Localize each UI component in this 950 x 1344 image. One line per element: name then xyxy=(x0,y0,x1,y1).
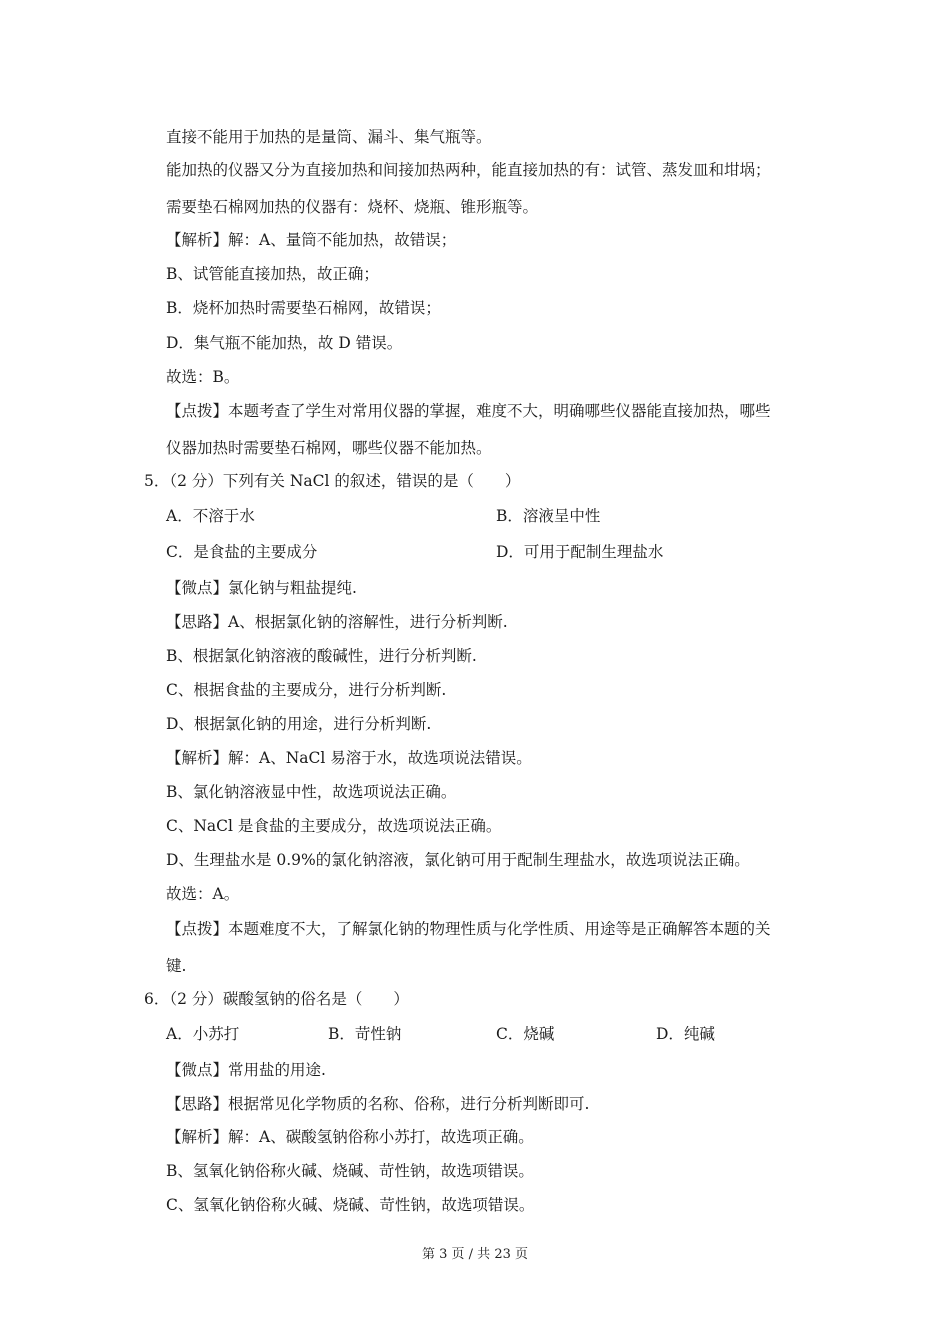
analysis-heading: 【解析】解：A、NaCl 易溶于水，故选项说法错误。 xyxy=(166,749,532,767)
text-line: D．集气瓶不能加热，故 D 错误。 xyxy=(166,334,403,352)
option-d: D．可用于配制生理盐水 xyxy=(496,543,664,561)
text-line: C、氢氧化钠俗称火碱、烧碱、苛性钠，故选项错误。 xyxy=(166,1196,535,1214)
text-line: C、NaCl 是食盐的主要成分，故选项说法正确。 xyxy=(166,817,502,835)
text-line: C、根据食盐的主要成分，进行分析判断. xyxy=(166,681,447,699)
idea-line: 【思路】根据常见化学物质的名称、俗称，进行分析判断即可. xyxy=(166,1095,590,1113)
option-c: C．是食盐的主要成分 xyxy=(166,543,318,561)
answer-line: 故选：B。 xyxy=(166,368,240,386)
question-6: 6．（2 分）碳酸氢钠的俗名是（ ） xyxy=(144,990,409,1008)
tip-line: 仪器加热时需要垫石棉网，哪些仪器不能加热。 xyxy=(166,439,492,457)
option-b: B．溶液呈中性 xyxy=(496,507,601,525)
text-line: B、根据氯化钠溶液的酸碱性，进行分析判断. xyxy=(166,647,477,665)
text-line: 直接不能用于加热的是量筒、漏斗、集气瓶等。 xyxy=(166,128,492,146)
text-line: B、氯化钠溶液显中性，故选项说法正确。 xyxy=(166,783,457,801)
text-line: B、氢氧化钠俗称火碱、烧碱、苛性钠，故选项错误。 xyxy=(166,1162,534,1180)
answer-line: 故选：A。 xyxy=(166,885,240,903)
point-line: 【微点】氯化钠与粗盐提纯. xyxy=(166,579,357,597)
option-b: B．苛性钠 xyxy=(328,1025,402,1043)
text-line: B、试管能直接加热，故正确； xyxy=(166,265,379,283)
point-line: 【微点】常用盐的用途. xyxy=(166,1061,326,1079)
text-line: B．烧杯加热时需要垫石棉网，故错误； xyxy=(166,299,441,317)
option-a: A．不溶于水 xyxy=(166,507,255,525)
analysis-heading: 【解析】解：A、碳酸氢钠俗称小苏打，故选项正确。 xyxy=(166,1128,534,1146)
option-c: C．烧碱 xyxy=(496,1025,555,1043)
question-5: 5．（2 分）下列有关 NaCl 的叙述，错误的是（ ） xyxy=(144,472,521,490)
tip-line: 键. xyxy=(166,957,187,975)
option-d: D．纯碱 xyxy=(656,1025,715,1043)
option-a: A．小苏打 xyxy=(166,1025,240,1043)
text-line: 需要垫石棉网加热的仪器有：烧杯、烧瓶、锥形瓶等。 xyxy=(166,198,539,216)
idea-line: 【思路】A、根据氯化钠的溶解性，进行分析判断. xyxy=(166,613,508,631)
text-line: 能加热的仪器又分为直接加热和间接加热两种，能直接加热的有：试管、蒸发皿和坩埚； xyxy=(166,161,771,179)
analysis-heading: 【解析】解：A、量筒不能加热，故错误； xyxy=(166,231,457,249)
text-line: D、生理盐水是 0.9%的氯化钠溶液，氯化钠可用于配制生理盐水，故选项说法正确。 xyxy=(166,851,750,869)
tip-line: 【点拨】本题难度不大，了解氯化钠的物理性质与化学性质、用途等是正确解答本题的关 xyxy=(166,920,771,938)
text-line: D、根据氯化钠的用途，进行分析判断. xyxy=(166,715,432,733)
page-footer: 第 3 页 / 共 23 页 xyxy=(422,1247,528,1262)
tip-line: 【点拨】本题考查了学生对常用仪器的掌握，难度不大，明确哪些仪器能直接加热，哪些 xyxy=(166,402,771,420)
